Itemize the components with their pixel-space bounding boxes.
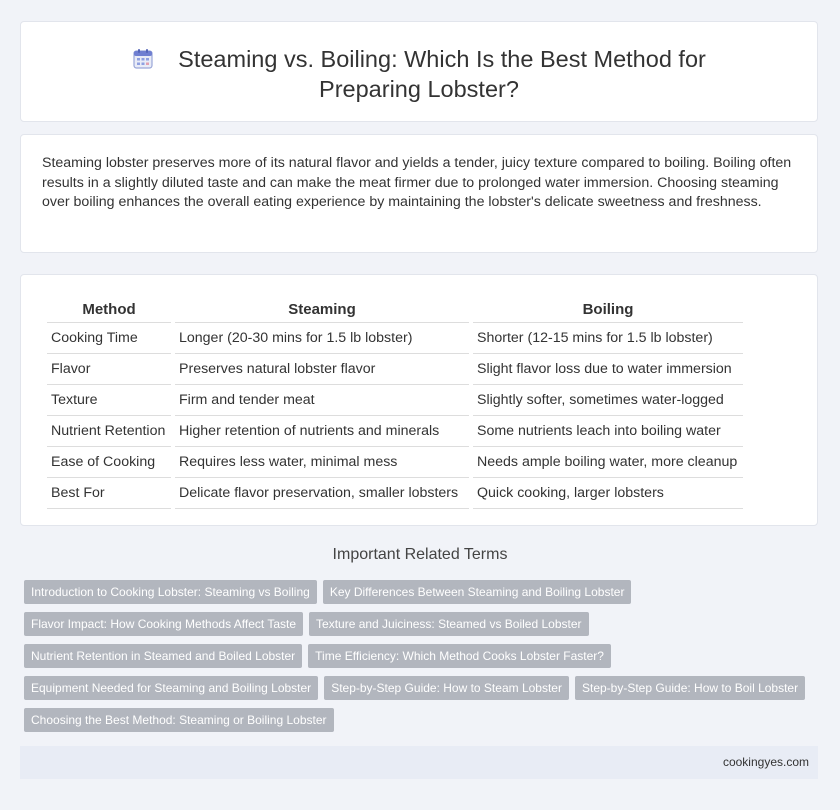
table-cell: Firm and tender meat <box>175 385 469 416</box>
table-cell: Slightly softer, sometimes water-logged <box>473 385 743 416</box>
table-row <box>47 354 743 385</box>
table-cell: Ease of Cooking <box>47 447 171 478</box>
table-cell: Quick cooking, larger lobsters <box>473 478 743 509</box>
intro-card <box>20 134 818 253</box>
table-cell: Requires less water, minimal mess <box>175 447 469 478</box>
table-cell: Texture <box>47 385 171 416</box>
table-row <box>47 323 743 354</box>
header-method: Method <box>47 294 171 323</box>
table-cell: Nutrient Retention <box>47 416 171 447</box>
table-cell: Needs ample boiling water, more cleanup <box>473 447 743 478</box>
table-cell: Cooking Time <box>47 323 171 354</box>
footer <box>20 746 818 779</box>
table-cell: Delicate flavor preservation, smaller lobsters <box>175 478 469 509</box>
related-term-tag[interactable]: Equipment Needed for Steaming and Boiling Lobster <box>24 676 318 700</box>
related-term-tag[interactable]: Introduction to Cooking Lobster: Steaming vs Boiling <box>24 580 317 604</box>
related-term-tag[interactable]: Texture and Juiciness: Steamed vs Boiled Lobster <box>309 612 588 636</box>
page-title-text: Steaming vs. Boiling: Which Is the Best Method for Preparing Lobster? <box>178 46 706 102</box>
table-cell: Slight flavor loss due to water immersion <box>473 354 743 385</box>
page-title <box>81 44 757 104</box>
table-row <box>47 416 743 447</box>
intro-paragraph: Steaming lobster preserves more of its natural flavor and yields a tender, juicy texture compared to boiling. Boiling often results in a slightly diluted taste and can make the meat firmer due to prolonged water immersion. Choosing steaming over boiling enhances the overall eating experience by maintaining the lobster's delicate sweetness and freshness. <box>42 155 792 210</box>
related-term-tag[interactable]: Step-by-Step Guide: How to Steam Lobster <box>324 676 569 700</box>
table-cell: Best For <box>47 478 171 509</box>
related-term-tag[interactable]: Choosing the Best Method: Steaming or Boiling Lobster <box>24 708 334 732</box>
table-cell: Flavor <box>47 354 171 385</box>
title-card <box>20 21 818 122</box>
table-row <box>47 447 743 478</box>
related-term-tag[interactable]: Nutrient Retention in Steamed and Boiled Lobster <box>24 644 302 668</box>
table-row <box>47 385 743 416</box>
comparison-table <box>43 294 747 509</box>
table-cell: Shorter (12-15 mins for 1.5 lb lobster) <box>473 323 743 354</box>
calendar-icon <box>132 48 154 70</box>
header-boiling: Boiling <box>473 294 743 323</box>
table-header-row <box>47 294 743 323</box>
table-row <box>47 478 743 509</box>
related-term-tag[interactable]: Time Efficiency: Which Method Cooks Lobster Faster? <box>308 644 611 668</box>
related-terms-heading: Important Related Terms <box>332 546 508 563</box>
table-cell: Higher retention of nutrients and minerals <box>175 416 469 447</box>
related-terms-list <box>24 580 814 732</box>
related-term-tag[interactable]: Key Differences Between Steaming and Boiling Lobster <box>323 580 632 604</box>
header-steaming: Steaming <box>175 294 469 323</box>
table-cell: Preserves natural lobster flavor <box>175 354 469 385</box>
related-term-tag[interactable]: Flavor Impact: How Cooking Methods Affect Taste <box>24 612 303 636</box>
table-cell: Some nutrients leach into boiling water <box>473 416 743 447</box>
comparison-card <box>20 274 818 526</box>
table-cell: Longer (20-30 mins for 1.5 lb lobster) <box>175 323 469 354</box>
footer-site-link[interactable]: cookingyes.com <box>722 755 809 769</box>
related-term-tag[interactable]: Step-by-Step Guide: How to Boil Lobster <box>575 676 805 700</box>
